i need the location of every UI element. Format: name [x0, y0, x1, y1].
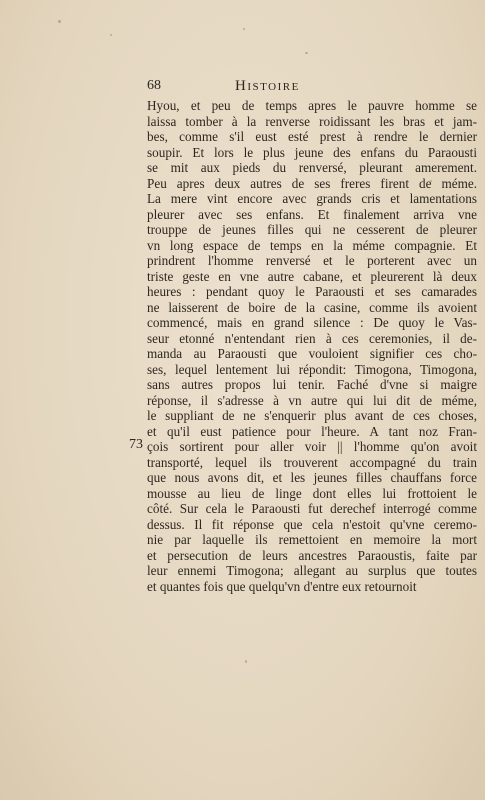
paper-speck [110, 34, 112, 36]
text-line: bes, comme s'il eust esté prest à rendre le dernier [147, 129, 477, 144]
text-line: et quantes fois que quelqu'vn d'entre eux retournoit [147, 578, 417, 594]
text-line: se mit aux pieds du renversé, pleurant amerement. [147, 160, 477, 175]
text-line: seur etonné n'entendant rien à ces ceremonies, il de- [147, 330, 477, 346]
text-line: ses, lequel lentement lui répondit: Timogona, Timogona, [147, 361, 477, 377]
text-line: commencé, mais en grand silence : De quoy le Vas- [147, 315, 477, 330]
paper-speck [305, 52, 308, 54]
text-line: dessus. Il fit réponse que cela n'estoit qu'vne ceremo- [147, 516, 477, 532]
text-line: que nous avons dit, et les jeunes filles chauffans force [147, 470, 477, 485]
text-line: mousse au lieu de linge dont elles lui frottoient le [147, 485, 477, 501]
text-line: trouppe de jeunes filles qui ne cesserent de pleurer [147, 222, 477, 237]
text-line: sans autres propos lui tenir. Faché d'vne si maigre [147, 377, 477, 392]
text-line: triste geste en vne autre cabane, et pleurerent là deux [147, 268, 477, 284]
text-line: prindrent l'homme renversé et le porterent avec un [147, 253, 477, 268]
text-line: et persecution de leurs ancestres Paraoustis, faite par [147, 547, 477, 563]
text-line: çois sortirent pour aller voir || l'homme qu'on avoit [147, 439, 477, 454]
text-line: ne laisserent de boire de la casine, comme ils avoient [147, 299, 477, 315]
text-line: manda au Paraousti que vouloient signifier ces cho- [147, 346, 477, 361]
page-header [147, 78, 387, 98]
text-line: soupir. Et lors le plus jeune des enfans du Paraousti [147, 144, 477, 160]
text-line: Hyou, et peu de temps apres le pauvre homme se [147, 98, 477, 113]
text-line: nie par laquelle ils remettoient en memoire la mort [147, 532, 477, 547]
text-line: heures : pendant quoy le Paraousti et ses camarades [147, 284, 477, 299]
text-line: vn long espace de temps en la méme compagnie. Et [147, 237, 477, 253]
text-line: et qu'il eust patience pour l'heure. A tant noz Fran- [147, 423, 477, 439]
text-line: Peu apres deux autres de ses freres firent de méme. [147, 175, 477, 191]
text-line: laissa tomber à la renverse roidissant les bras et jam- [147, 113, 477, 129]
page-number: 68 [147, 78, 161, 93]
text-line: pleurer avec ses enfans. Et finalement arriva vne [147, 206, 477, 222]
paper-speck [245, 660, 247, 663]
body-text [147, 98, 477, 594]
text-line: transporté, lequel ils trouverent accompagné du train [147, 454, 477, 470]
text-line: leur ennemi Timogona; allegant au surplus que toutes [147, 563, 477, 578]
margin-page-reference: 73 [129, 437, 143, 452]
paper-speck [58, 20, 61, 23]
text-line: côté. Sur cela le Paraousti fut derechef interrogé comme [147, 501, 477, 516]
text-line: le suppliant de ne s'enquerir plus avant de ces choses, [147, 408, 477, 423]
text-line: La mere vint encore avec grands cris et lamentations [147, 191, 477, 206]
running-title: Histoire [235, 78, 300, 94]
text-line: réponse, il s'adresse à vn autre qui lui dit de méme, [147, 392, 477, 408]
paper-speck [243, 28, 245, 30]
